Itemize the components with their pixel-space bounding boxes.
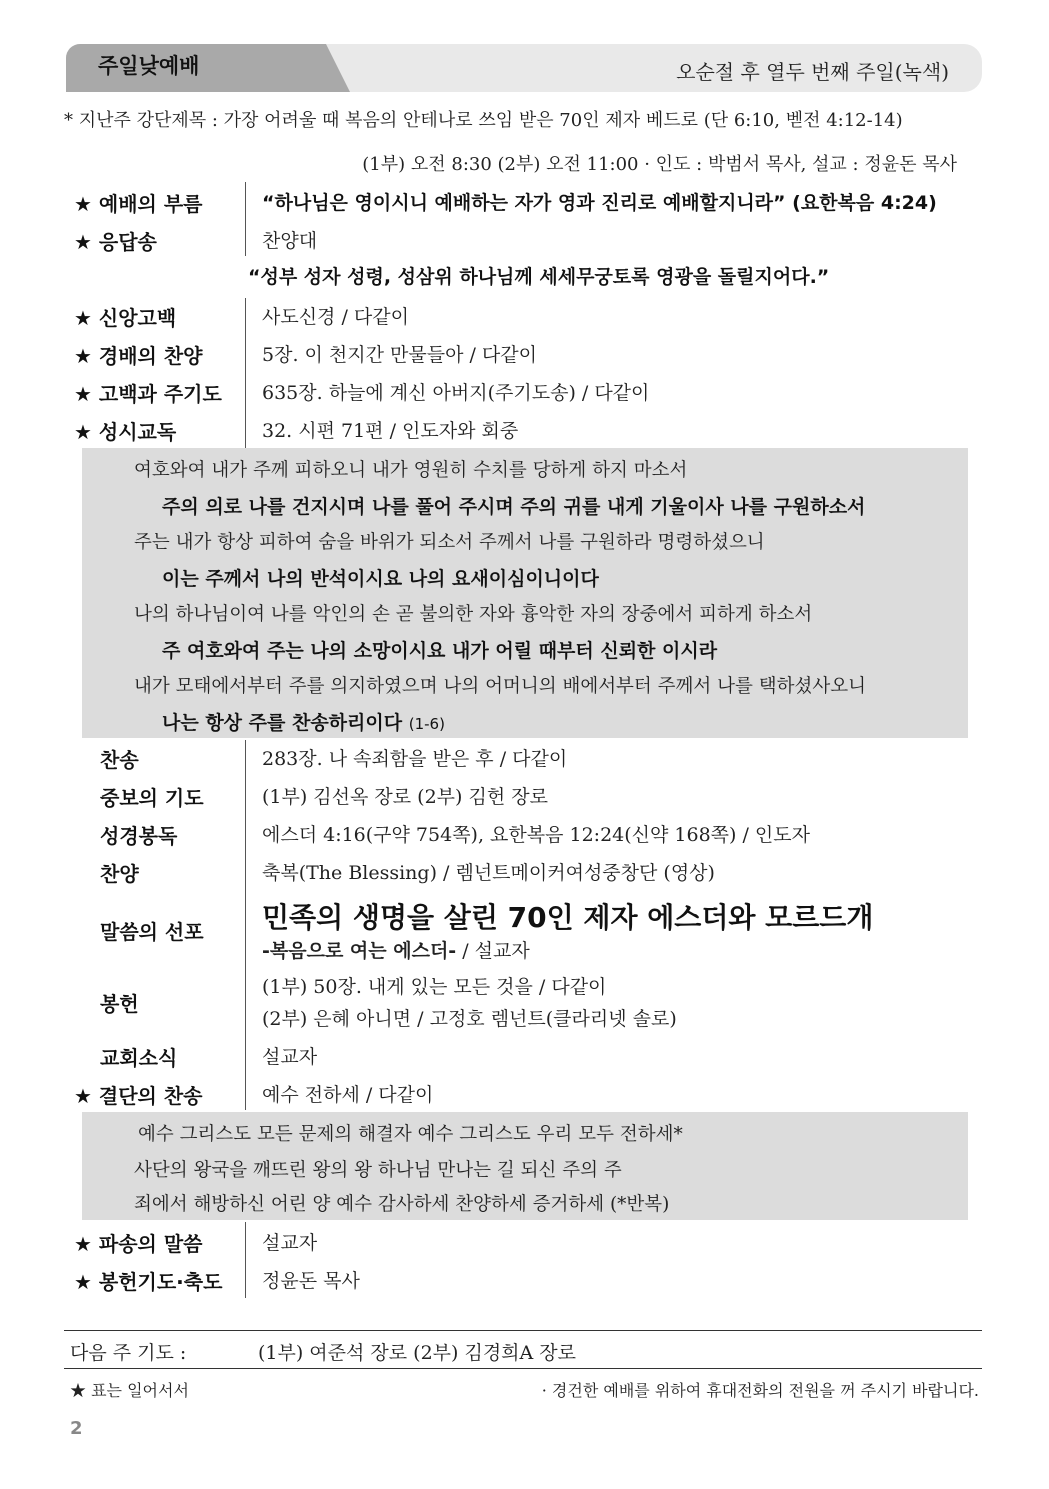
standing-note: ★ 표는 일어서서 bbox=[70, 1381, 189, 1400]
order-value: 예수 전하세 / 다같이 bbox=[262, 1084, 434, 1106]
reading-line: 내가 모태에서부터 주를 의지하였으며 나의 어머니의 배에서부터 주께서 나를 택하셨사오니 bbox=[134, 676, 867, 697]
order-label: ★ 봉헌기도·축도 bbox=[74, 1270, 223, 1294]
next-prayer-label: 다음 주 기도 : bbox=[70, 1342, 187, 1364]
reading-line: 주 여호와여 주는 나의 소망이시요 내가 어릴 때부터 신뢰한 이시라 bbox=[162, 640, 718, 662]
order-value: 정윤돈 목사 bbox=[262, 1270, 360, 1292]
lyrics-line: 사단의 왕국을 깨뜨린 왕의 왕 하나님 만나는 길 되신 주의 주 bbox=[134, 1160, 622, 1181]
order-value: 설교자 bbox=[262, 1232, 318, 1254]
reading-line-text: 나는 항상 주를 찬송하리이다 bbox=[162, 712, 403, 734]
service-title: 주일낮예배 bbox=[98, 54, 200, 78]
order-value: (1부) 김선옥 장로 (2부) 김헌 장로 bbox=[262, 786, 548, 808]
liturgical-week: 오순절 후 열두 번째 주일(녹색) bbox=[676, 60, 949, 84]
order-value: 635장. 하늘에 계신 아버지(주기도송) / 다같이 bbox=[262, 382, 650, 404]
order-value: 에스더 4:16(구약 754쪽), 요한복음 12:24(신약 168쪽) / 인도자 bbox=[262, 824, 810, 846]
reading-line: 주의 의로 나를 건지시며 나를 풀어 주시며 주의 귀를 내게 기울이사 나를 구원하소서 bbox=[162, 496, 866, 518]
column-divider bbox=[245, 740, 246, 1110]
order-label: ★ 신앙고백 bbox=[74, 306, 177, 330]
reading-line bbox=[162, 708, 445, 735]
order-label: 찬양 bbox=[100, 862, 139, 886]
column-divider bbox=[245, 1222, 246, 1298]
order-value: 찬양대 bbox=[262, 230, 318, 252]
order-value: “하나님은 영이시니 예배하는 자가 영과 진리로 예배할지니라” (요한복음 4:24) bbox=[262, 192, 937, 214]
column-divider bbox=[245, 182, 246, 256]
reading-line: 나의 하나님이여 나를 악인의 손 곧 불의한 자와 흉악한 자의 장중에서 피하게 하소서 bbox=[134, 604, 813, 625]
reading-reference: (1-6) bbox=[408, 715, 445, 733]
lyrics-line: 예수 그리스도 모든 문제의 해결자 예수 그리스도 우리 모두 전하세* bbox=[138, 1124, 683, 1145]
reading-line: 이는 주께서 나의 반석이시요 나의 요새이심이니이다 bbox=[162, 568, 599, 590]
order-label: ★ 경배의 찬양 bbox=[74, 344, 203, 368]
sermon-preacher: / 설교자 bbox=[456, 940, 530, 962]
offering-line-2: (2부) 은혜 아니면 / 고정호 렘넌트(클라리넷 솔로) bbox=[262, 1008, 677, 1030]
next-prayer-value: (1부) 여준석 장로 (2부) 김경희A 장로 bbox=[258, 1342, 576, 1364]
footer-divider bbox=[64, 1368, 982, 1369]
order-label: 성경봉독 bbox=[100, 824, 178, 848]
offering-line-1: (1부) 50장. 내게 있는 모든 것을 / 다같이 bbox=[262, 976, 607, 998]
reading-line: 여호와여 내가 주께 피하오니 내가 영원히 수치를 당하게 하지 마소서 bbox=[134, 460, 688, 481]
order-value: 5장. 이 천지간 만물들아 / 다같이 bbox=[262, 344, 537, 366]
order-label: 찬송 bbox=[100, 748, 139, 772]
order-label: ★ 고백과 주기도 bbox=[74, 382, 222, 406]
order-label: 봉헌 bbox=[100, 992, 139, 1016]
doxology: “성부 성자 성령, 성삼위 하나님께 세세무궁토록 영광을 돌릴지어다.” bbox=[248, 266, 830, 288]
order-label: 교회소식 bbox=[100, 1046, 178, 1070]
column-divider bbox=[245, 298, 246, 448]
reading-line: 주는 내가 항상 피하여 숨을 바위가 되소서 주께서 나를 구원하라 명령하셨으니 bbox=[134, 532, 765, 553]
order-label: ★ 결단의 찬송 bbox=[74, 1084, 203, 1108]
order-value: 283장. 나 속죄함을 받은 후 / 다같이 bbox=[262, 748, 568, 770]
service-schedule: (1부) 오전 8:30 (2부) 오전 11:00 · 인도 : 박범서 목사, 설교 : 정윤돈 목사 bbox=[362, 154, 957, 175]
order-value: 축복(The Blessing) / 렘넌트메이커여성중창단 (영상) bbox=[262, 862, 715, 884]
previous-sermon-title: * 지난주 강단제목 : 가장 어려울 때 복음의 안테나로 쓰임 받은 70인 제자 베드로 (단 6:10, 벧전 4:12-14) bbox=[64, 110, 903, 131]
order-label: 중보의 기도 bbox=[100, 786, 204, 810]
sermon-subtitle: -복음으로 여는 에스더- bbox=[262, 940, 457, 962]
order-value: 사도신경 / 다같이 bbox=[262, 306, 409, 328]
order-value: 설교자 bbox=[262, 1046, 318, 1068]
order-label: 말씀의 선포 bbox=[100, 920, 204, 944]
sermon-subtitle-line bbox=[262, 936, 530, 963]
page-number: 2 bbox=[70, 1418, 83, 1439]
phone-note: · 경건한 예배를 위하여 휴대전화의 전원을 꺼 주시기 바랍니다. bbox=[541, 1381, 979, 1400]
order-label: ★ 예배의 부름 bbox=[74, 192, 203, 216]
order-label: ★ 성시교독 bbox=[74, 420, 177, 444]
order-label: ★ 응답송 bbox=[74, 230, 157, 254]
footer-divider bbox=[64, 1330, 982, 1331]
order-label: ★ 파송의 말씀 bbox=[74, 1232, 203, 1256]
lyrics-line: 죄에서 해방하신 어린 양 예수 감사하세 찬양하세 증거하세 (*반복) bbox=[134, 1194, 670, 1215]
sermon-title: 민족의 생명을 살린 70인 제자 에스더와 모르드개 bbox=[262, 901, 874, 934]
order-value: 32. 시편 71편 / 인도자와 회중 bbox=[262, 420, 519, 442]
